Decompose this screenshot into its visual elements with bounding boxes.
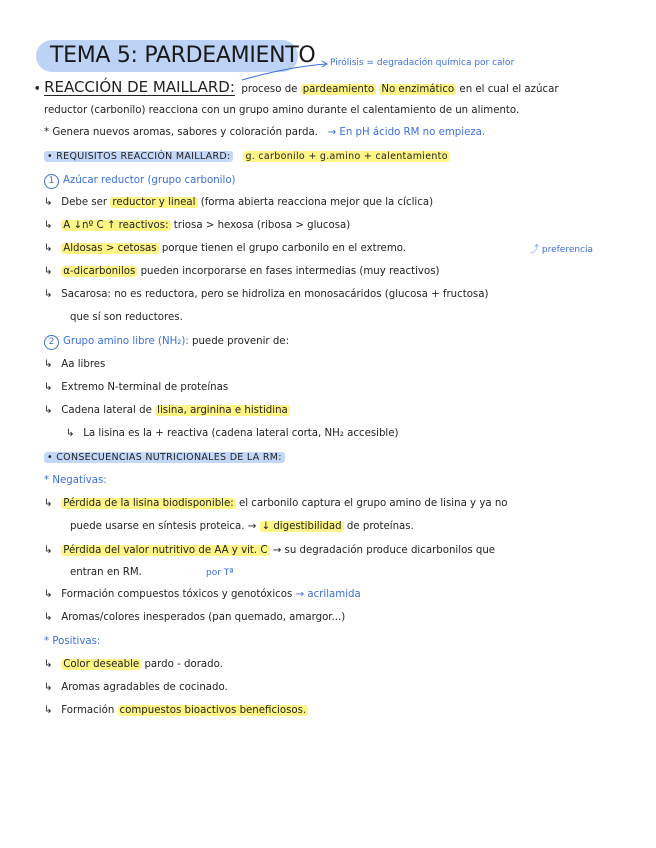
amino-l3 (44, 404, 290, 418)
maillard-heading: REACCIÓN DE MAILLARD: (44, 78, 235, 96)
neg-1-a: Pérdida de la lisina biodisponible: (63, 498, 234, 509)
pos-1-a: Color deseable (63, 659, 140, 670)
azucar-l2-b: triosa > hexosa (ribosa > glucosa) (173, 220, 351, 231)
arrow-icon: ↳ (44, 405, 53, 416)
consecuencias-heading: • CONSECUENCIAS NUTRICIONALES DE LA RM: (44, 452, 285, 463)
neg-2-b: → su degradación produce dicarbonilos que (272, 545, 496, 556)
number-2-icon: 2 (44, 335, 59, 350)
azucar-l1-b: reductor y lineal (112, 197, 196, 208)
amino-heading-rest: puede provenir de: (192, 336, 290, 347)
positivas-heading: * Positivas: (44, 636, 101, 647)
negativas-heading: * Negativas: (44, 475, 107, 486)
bullet-dot: • (34, 84, 45, 95)
amino-l1 (44, 358, 105, 372)
neg-1 (44, 497, 508, 511)
neg-2-a: Pérdida del valor nutritivo de AA y vit. C (63, 545, 268, 556)
amino-heading-line (44, 335, 289, 350)
azucar-l3-b: porque tienen el grupo carbonilo en el extremo. (161, 243, 407, 254)
por-ta-note: por Tª (206, 568, 234, 578)
azucar-l4-a: α-dicarbonilos (63, 266, 136, 277)
pos-3-a: Formación (61, 705, 115, 716)
pos-2 (44, 681, 228, 695)
amino-l4-text: La lisina es la + reactiva (cadena lateral corta, NH₂ accesible) (83, 428, 399, 439)
requisitos-line (44, 150, 450, 164)
amino-l3-b: lisina, arginina e histidina (157, 405, 288, 416)
neg-3 (44, 588, 361, 602)
star-bullet: * (44, 127, 53, 138)
neg-4 (44, 611, 345, 625)
neg-1-b: el carbonilo captura el grupo amino de lisina y ya no (238, 498, 508, 509)
azucar-l5-text: Sacarosa: no es reductora, pero se hidroliza en monosacáridos (glucosa + fructosa) (61, 289, 489, 300)
neg-1-c: puede usarse en síntesis proteica. → (70, 521, 257, 532)
maillard-line-3 (44, 126, 485, 140)
azucar-l6: que sí son reductores. (70, 312, 183, 323)
pos-3 (44, 704, 308, 718)
pos-2-text: Aromas agradables de cocinado. (61, 682, 228, 693)
def-d: en el cual el azúcar (459, 84, 559, 95)
amino-l1-text: Aa libres (61, 359, 106, 370)
requisitos-formula: g. carbonilo + g.amino + calentamiento (245, 151, 448, 162)
arrow-icon: ↳ (44, 498, 53, 509)
arrow-icon: ↳ (44, 359, 53, 370)
arrow-icon: ↳ (44, 705, 53, 716)
amino-l4 (66, 427, 399, 441)
azucar-l3-a: Aldosas > cetosas (63, 243, 157, 254)
def-a: proceso de (241, 84, 298, 95)
preferencia-note: ⤴ preferencia (530, 245, 594, 255)
positivas-heading-text: Positivas: (52, 636, 101, 647)
azucar-l2-a: A ↓nº C ↑ reactivos: (63, 220, 169, 231)
arrow-icon: ↳ (44, 612, 53, 623)
amino-heading: Grupo amino libre (NH₂): (63, 336, 189, 347)
neg-3-b: → acrilamida (295, 589, 361, 600)
azucar-l1-a: Debe ser (61, 197, 108, 208)
arrow-icon: ↳ (44, 197, 53, 208)
page-title: TEMA 5: PARDEAMIENTO (50, 43, 316, 68)
neg-1-e: de proteínas. (346, 521, 414, 532)
azucar-l1 (44, 196, 433, 210)
azucar-l1-c: (forma abierta reacciona mejor que la cíclica) (200, 197, 434, 208)
pos-1 (44, 658, 223, 672)
def-c: No enzimático (381, 84, 455, 95)
azucar-l4-b: pueden incorporarse en fases intermedias (muy reactivos) (140, 266, 440, 277)
azucar-l3 (44, 242, 406, 256)
neg-1-cont (70, 520, 414, 534)
arrow-icon: ↳ (44, 682, 53, 693)
azucar-l2 (44, 219, 350, 233)
azucar-l4 (44, 265, 439, 279)
arrow-icon: ↳ (44, 266, 53, 277)
arrow-icon: ↳ (44, 382, 53, 393)
negativas-heading-text: Negativas: (52, 475, 107, 486)
arrow-icon: ↳ (44, 659, 53, 670)
neg-4-text: Aromas/colores inesperados (pan quemado, amargor...) (61, 612, 346, 623)
def-b: pardeamiento (302, 84, 375, 95)
arrow-icon: ↳ (66, 428, 75, 439)
requisitos-heading: • REQUISITOS REACCIÓN MAILLARD: (44, 151, 233, 162)
requisitos-heading-text: REQUISITOS REACCIÓN MAILLARD: (56, 151, 231, 162)
arrow-icon: ↳ (44, 589, 53, 600)
number-1-icon: 1 (44, 174, 59, 189)
maillard-line-1 (34, 78, 559, 99)
arrow-icon: ↳ (44, 243, 53, 254)
preferencia-text: preferencia (541, 245, 594, 255)
arrow-icon: ↳ (44, 289, 53, 300)
azucar-heading: Azúcar reductor (grupo carbonilo) (63, 175, 236, 186)
pos-1-b: pardo - dorado. (144, 659, 223, 670)
neg-1-d: ↓ digestibilidad (261, 521, 342, 532)
amino-l3-a: Cadena lateral de (61, 405, 152, 416)
def-line3: Genera nuevos aromas, sabores y coloración parda. (52, 127, 318, 138)
arrow-icon: ↳ (44, 220, 53, 231)
consecuencias-line (44, 451, 285, 465)
neg-3-a: Formación compuestos tóxicos y genotóxicos (61, 589, 293, 600)
azucar-l5 (44, 288, 488, 302)
neg-2-c: entran en RM. (70, 567, 142, 578)
pirolisis-note: Pirólisis = degradación química por calor (330, 58, 515, 68)
pos-3-b: compuestos bioactivos beneficiosos. (119, 705, 307, 716)
def-line3-note: → En pH ácido RM no empieza. (327, 127, 486, 138)
arrow-icon: ↳ (44, 545, 53, 556)
amino-l2 (44, 381, 228, 395)
amino-l2-text: Extremo N-terminal de proteínas (61, 382, 229, 393)
azucar-heading-line (44, 174, 236, 189)
consecuencias-heading-text: CONSECUENCIAS NUTRICIONALES DE LA RM: (56, 452, 282, 463)
def-line2: reductor (carbonilo) reacciona con un grupo amino durante el calentamiento de un alimento. (44, 105, 520, 116)
neg-2 (44, 544, 495, 558)
